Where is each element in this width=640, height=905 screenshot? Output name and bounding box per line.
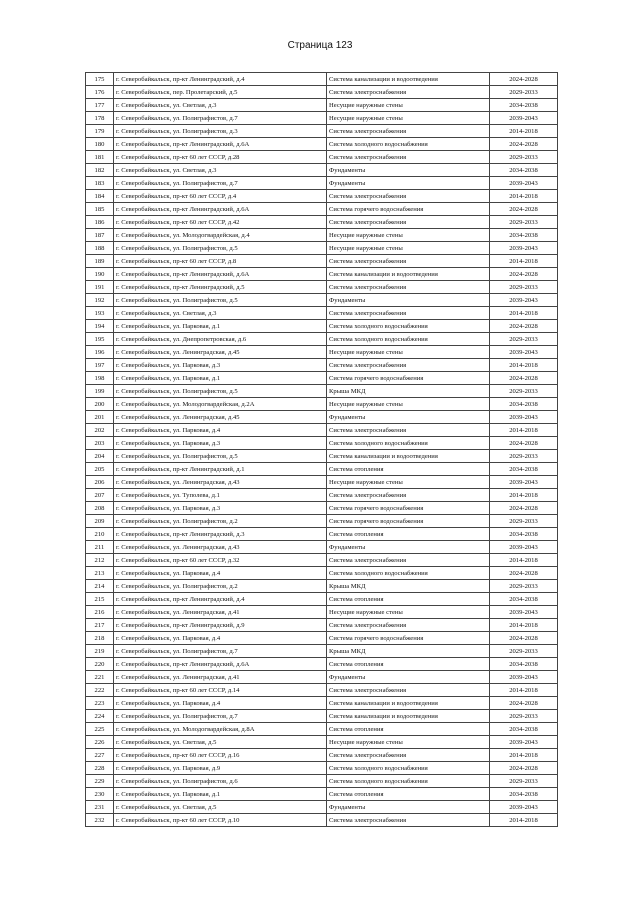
row-number-cell: 196 [86,346,114,359]
repair-period-cell: 2024-2028 [490,73,558,86]
table-row [86,437,558,450]
row-number-cell: 205 [86,463,114,476]
building-system-cell: Система отопления [327,723,490,736]
building-system-cell: Система электроснабжения [327,216,490,229]
building-system-cell: Несущие наружные стены [327,229,490,242]
repair-period-cell: 2024-2028 [490,268,558,281]
repair-period-cell: 2029-2033 [490,710,558,723]
repair-period-cell: 2039-2043 [490,242,558,255]
repair-period-cell: 2024-2028 [490,203,558,216]
row-number-cell: 230 [86,788,114,801]
building-system-cell: Система отопления [327,658,490,671]
row-number-cell: 218 [86,632,114,645]
address-cell: г. Северобайкальск, ул. Светлая, д.5 [114,801,327,814]
repair-period-cell: 2024-2028 [490,762,558,775]
row-number-cell: 181 [86,151,114,164]
row-number-cell: 191 [86,281,114,294]
address-cell: г. Северобайкальск, ул. Ленинградская, д.41 [114,606,327,619]
row-number-cell: 197 [86,359,114,372]
building-system-cell: Система горячего водоснабжения [327,372,490,385]
building-system-cell: Фундаменты [327,541,490,554]
row-number-cell: 188 [86,242,114,255]
building-system-cell: Система горячего водоснабжения [327,632,490,645]
address-cell: г. Северобайкальск, пр-кт 60 лет СССР, д.42 [114,216,327,229]
row-number-cell: 216 [86,606,114,619]
repair-period-cell: 2029-2033 [490,775,558,788]
building-system-cell: Крыша МКД [327,385,490,398]
table-row [86,463,558,476]
building-system-cell: Несущие наружные стены [327,606,490,619]
table-row [86,658,558,671]
repair-schedule-table [85,72,558,827]
repair-period-cell: 2029-2033 [490,450,558,463]
row-number-cell: 221 [86,671,114,684]
building-system-cell: Несущие наружные стены [327,99,490,112]
table-row [86,177,558,190]
building-system-cell: Система электроснабжения [327,255,490,268]
page-title: Страница 123 [287,40,353,51]
address-cell: г. Северобайкальск, ул. Парковая, д.4 [114,567,327,580]
repair-period-cell: 2039-2043 [490,112,558,125]
table-row [86,411,558,424]
row-number-cell: 212 [86,554,114,567]
row-number-cell: 215 [86,593,114,606]
address-cell: г. Северобайкальск, пр-кт Ленинградский, д.6А [114,268,327,281]
building-system-cell: Система отопления [327,788,490,801]
row-number-cell: 209 [86,515,114,528]
repair-period-cell: 2014-2018 [490,359,558,372]
row-number-cell: 198 [86,372,114,385]
address-cell: г. Северобайкальск, ул. Туполева, д.1 [114,489,327,502]
repair-period-cell: 2024-2028 [490,697,558,710]
building-system-cell: Система холодного водоснабжения [327,138,490,151]
table-row [86,489,558,502]
repair-period-cell: 2034-2038 [490,593,558,606]
table-row [86,762,558,775]
building-system-cell: Крыша МКД [327,580,490,593]
building-system-cell: Система холодного водоснабжения [327,333,490,346]
address-cell: г. Северобайкальск, ул. Молодогвардейская, д.8А [114,723,327,736]
table-row [86,723,558,736]
building-system-cell: Система электроснабжения [327,619,490,632]
address-cell: г. Северобайкальск, пр-кт Ленинградский, д.6А [114,138,327,151]
repair-period-cell: 2034-2038 [490,658,558,671]
repair-period-cell: 2024-2028 [490,437,558,450]
building-system-cell: Фундаменты [327,177,490,190]
table-row [86,476,558,489]
table-row [86,645,558,658]
address-cell: г. Северобайкальск, ул. Полиграфистов, д.5 [114,385,327,398]
address-cell: г. Северобайкальск, ул. Парковая, д.1 [114,372,327,385]
building-system-cell: Система электроснабжения [327,86,490,99]
row-number-cell: 187 [86,229,114,242]
address-cell: г. Северобайкальск, пр-кт Ленинградский, д.3 [114,528,327,541]
address-cell: г. Северобайкальск, ул. Полиграфистов, д.5 [114,294,327,307]
table-row [86,528,558,541]
table-row [86,710,558,723]
address-cell: г. Северобайкальск, ул. Молодогвардейская, д.2А [114,398,327,411]
repair-period-cell: 2014-2018 [490,814,558,827]
building-system-cell: Система канализации и водоотведения [327,450,490,463]
repair-period-cell: 2024-2028 [490,567,558,580]
repair-period-cell: 2014-2018 [490,125,558,138]
row-number-cell: 229 [86,775,114,788]
building-system-cell: Система отопления [327,593,490,606]
repair-period-cell: 2029-2033 [490,281,558,294]
address-cell: г. Северобайкальск, пр-кт Ленинградский, д.4 [114,73,327,86]
repair-period-cell: 2024-2028 [490,320,558,333]
repair-period-cell: 2039-2043 [490,411,558,424]
row-number-cell: 220 [86,658,114,671]
repair-period-cell: 2029-2033 [490,580,558,593]
row-number-cell: 195 [86,333,114,346]
table-body [86,73,558,827]
address-cell: г. Северобайкальск, ул. Полиграфистов, д.6 [114,775,327,788]
building-system-cell: Несущие наружные стены [327,346,490,359]
building-system-cell: Система горячего водоснабжения [327,502,490,515]
table-row [86,801,558,814]
repair-period-cell: 2034-2038 [490,463,558,476]
repair-period-cell: 2024-2028 [490,632,558,645]
row-number-cell: 178 [86,112,114,125]
repair-period-cell: 2039-2043 [490,177,558,190]
address-cell: г. Северобайкальск, ул. Парковая, д.3 [114,359,327,372]
repair-period-cell: 2034-2038 [490,99,558,112]
repair-period-cell: 2024-2028 [490,502,558,515]
address-cell: г. Северобайкальск, пр-кт 60 лет СССР, д.8 [114,255,327,268]
address-cell: г. Северобайкальск, ул. Светлая, д.5 [114,736,327,749]
table-row [86,697,558,710]
repair-period-cell: 2034-2038 [490,229,558,242]
building-system-cell: Система горячего водоснабжения [327,515,490,528]
repair-period-cell: 2034-2038 [490,723,558,736]
repair-period-cell: 2014-2018 [490,554,558,567]
address-cell: г. Северобайкальск, пр-кт Ленинградский, д.6А [114,203,327,216]
repair-period-cell: 2014-2018 [490,684,558,697]
address-cell: г. Северобайкальск, ул. Парковая, д.3 [114,502,327,515]
building-system-cell: Система электроснабжения [327,307,490,320]
table-row [86,99,558,112]
repair-period-cell: 2029-2033 [490,333,558,346]
row-number-cell: 193 [86,307,114,320]
building-system-cell: Фундаменты [327,671,490,684]
row-number-cell: 199 [86,385,114,398]
address-cell: г. Северобайкальск, ул. Полиграфистов, д.7 [114,112,327,125]
table-row [86,320,558,333]
address-cell: г. Северобайкальск, ул. Полиграфистов, д.7 [114,710,327,723]
repair-period-cell: 2039-2043 [490,541,558,554]
table-row [86,203,558,216]
building-system-cell: Система отопления [327,463,490,476]
row-number-cell: 179 [86,125,114,138]
address-cell: г. Северобайкальск, пр-кт 60 лет СССР, д.28 [114,151,327,164]
repair-period-cell: 2039-2043 [490,606,558,619]
table-row [86,671,558,684]
table-row [86,775,558,788]
building-system-cell: Система холодного водоснабжения [327,320,490,333]
table-row [86,333,558,346]
table-row [86,788,558,801]
row-number-cell: 189 [86,255,114,268]
building-system-cell: Система холодного водоснабжения [327,762,490,775]
repair-period-cell: 2039-2043 [490,476,558,489]
repair-period-cell: 2029-2033 [490,515,558,528]
row-number-cell: 183 [86,177,114,190]
table-row [86,216,558,229]
table-row [86,281,558,294]
repair-period-cell: 2034-2038 [490,398,558,411]
building-system-cell: Система отопления [327,528,490,541]
row-number-cell: 186 [86,216,114,229]
building-system-cell: Крыша МКД [327,645,490,658]
building-system-cell: Система канализации и водоотведения [327,73,490,86]
address-cell: г. Северобайкальск, пр-кт 60 лет СССР, д.14 [114,684,327,697]
address-cell: г. Северобайкальск, ул. Светлая, д.3 [114,307,327,320]
address-cell: г. Северобайкальск, пер. Пролетарский, д.5 [114,86,327,99]
repair-period-cell: 2034-2038 [490,788,558,801]
repair-period-cell: 2014-2018 [490,619,558,632]
repair-period-cell: 2014-2018 [490,424,558,437]
row-number-cell: 223 [86,697,114,710]
address-cell: г. Северобайкальск, ул. Полиграфистов, д.3 [114,125,327,138]
table-row [86,619,558,632]
row-number-cell: 225 [86,723,114,736]
address-cell: г. Северобайкальск, ул. Днепропетровская, д.6 [114,333,327,346]
address-cell: г. Северобайкальск, ул. Полиграфистов, д.2 [114,515,327,528]
table-row [86,424,558,437]
address-cell: г. Северобайкальск, пр-кт Ленинградский, д.6А [114,658,327,671]
table-row [86,255,558,268]
repair-period-cell: 2039-2043 [490,801,558,814]
address-cell: г. Северобайкальск, пр-кт 60 лет СССР, д.4 [114,190,327,203]
table-row [86,515,558,528]
address-cell: г. Северобайкальск, пр-кт Ленинградский, д.4 [114,593,327,606]
row-number-cell: 210 [86,528,114,541]
table-row [86,242,558,255]
table-row [86,307,558,320]
row-number-cell: 207 [86,489,114,502]
row-number-cell: 192 [86,294,114,307]
repair-period-cell: 2039-2043 [490,671,558,684]
building-system-cell: Система электроснабжения [327,359,490,372]
repair-period-cell: 2014-2018 [490,749,558,762]
building-system-cell: Система электроснабжения [327,749,490,762]
address-cell: г. Северобайкальск, ул. Ленинградская, д.45 [114,411,327,424]
row-number-cell: 184 [86,190,114,203]
address-cell: г. Северобайкальск, пр-кт 60 лет СССР, д.10 [114,814,327,827]
building-system-cell: Система электроснабжения [327,190,490,203]
table-row [86,502,558,515]
row-number-cell: 228 [86,762,114,775]
table-row [86,294,558,307]
repair-period-cell: 2014-2018 [490,255,558,268]
row-number-cell: 214 [86,580,114,593]
building-system-cell: Несущие наружные стены [327,242,490,255]
row-number-cell: 227 [86,749,114,762]
address-cell: г. Северобайкальск, ул. Парковая, д.4 [114,632,327,645]
table-row [86,359,558,372]
address-cell: г. Северобайкальск, ул. Полиграфистов, д.5 [114,450,327,463]
table-row [86,580,558,593]
address-cell: г. Северобайкальск, ул. Светлая, д.3 [114,99,327,112]
repair-period-cell: 2024-2028 [490,138,558,151]
building-system-cell: Система канализации и водоотведения [327,710,490,723]
table-row [86,268,558,281]
repair-period-cell: 2014-2018 [490,307,558,320]
table-row [86,151,558,164]
building-system-cell: Система электроснабжения [327,151,490,164]
building-system-cell: Система электроснабжения [327,281,490,294]
address-cell: г. Северобайкальск, пр-кт 60 лет СССР, д.32 [114,554,327,567]
address-cell: г. Северобайкальск, пр-кт Ленинградский, д.9 [114,619,327,632]
table-row [86,398,558,411]
address-cell: г. Северобайкальск, ул. Полиграфистов, д.7 [114,645,327,658]
row-number-cell: 231 [86,801,114,814]
table-row [86,736,558,749]
address-cell: г. Северобайкальск, пр-кт 60 лет СССР, д.16 [114,749,327,762]
row-number-cell: 194 [86,320,114,333]
repair-period-cell: 2029-2033 [490,216,558,229]
row-number-cell: 226 [86,736,114,749]
table-row [86,814,558,827]
repair-period-cell: 2029-2033 [490,645,558,658]
address-cell: г. Северобайкальск, ул. Парковая, д.1 [114,788,327,801]
row-number-cell: 224 [86,710,114,723]
table-row [86,554,558,567]
row-number-cell: 217 [86,619,114,632]
row-number-cell: 232 [86,814,114,827]
building-system-cell: Фундаменты [327,801,490,814]
address-cell: г. Северобайкальск, ул. Парковая, д.9 [114,762,327,775]
building-system-cell: Система холодного водоснабжения [327,567,490,580]
table-row [86,86,558,99]
address-cell: г. Северобайкальск, ул. Ленинградская, д.43 [114,476,327,489]
building-system-cell: Система горячего водоснабжения [327,203,490,216]
repair-period-cell: 2029-2033 [490,86,558,99]
repair-period-cell: 2014-2018 [490,190,558,203]
address-cell: г. Северобайкальск, ул. Полиграфистов, д.7 [114,177,327,190]
building-system-cell: Несущие наружные стены [327,476,490,489]
table-row [86,632,558,645]
row-number-cell: 203 [86,437,114,450]
building-system-cell: Система электроснабжения [327,554,490,567]
address-cell: г. Северобайкальск, ул. Полиграфистов, д.2 [114,580,327,593]
row-number-cell: 175 [86,73,114,86]
building-system-cell: Система канализации и водоотведения [327,268,490,281]
table-row [86,73,558,86]
repair-period-cell: 2039-2043 [490,346,558,359]
row-number-cell: 182 [86,164,114,177]
address-cell: г. Северобайкальск, ул. Парковая, д.4 [114,424,327,437]
table-row [86,541,558,554]
table-row [86,450,558,463]
table-row [86,606,558,619]
building-system-cell: Система электроснабжения [327,424,490,437]
building-system-cell: Система холодного водоснабжения [327,437,490,450]
address-cell: г. Северобайкальск, ул. Парковая, д.1 [114,320,327,333]
table-row [86,138,558,151]
address-cell: г. Северобайкальск, ул. Ленинградская, д.43 [114,541,327,554]
table-row [86,190,558,203]
repair-period-cell: 2029-2033 [490,151,558,164]
repair-period-cell: 2039-2043 [490,736,558,749]
address-cell: г. Северобайкальск, ул. Светлая, д.3 [114,164,327,177]
row-number-cell: 190 [86,268,114,281]
row-number-cell: 176 [86,86,114,99]
repair-period-cell: 2024-2028 [490,372,558,385]
building-system-cell: Система холодного водоснабжения [327,775,490,788]
building-system-cell: Несущие наружные стены [327,398,490,411]
repair-period-cell: 2034-2038 [490,164,558,177]
row-number-cell: 208 [86,502,114,515]
address-cell: г. Северобайкальск, ул. Парковая, д.4 [114,697,327,710]
building-system-cell: Система канализации и водоотведения [327,697,490,710]
building-system-cell: Фундаменты [327,294,490,307]
address-cell: г. Северобайкальск, ул. Молодогвардейская, д.4 [114,229,327,242]
table-row [86,164,558,177]
address-cell: г. Северобайкальск, ул. Ленинградская, д.45 [114,346,327,359]
row-number-cell: 222 [86,684,114,697]
building-system-cell: Несущие наружные стены [327,736,490,749]
table-row [86,684,558,697]
repair-period-cell: 2029-2033 [490,385,558,398]
table-row [86,346,558,359]
address-cell: г. Северобайкальск, пр-кт Ленинградский, д.1 [114,463,327,476]
row-number-cell: 213 [86,567,114,580]
repair-period-cell: 2014-2018 [490,489,558,502]
row-number-cell: 202 [86,424,114,437]
table-row [86,229,558,242]
table-row [86,749,558,762]
table-row [86,385,558,398]
building-system-cell: Фундаменты [327,411,490,424]
table-row [86,372,558,385]
building-system-cell: Система электроснабжения [327,125,490,138]
repair-period-cell: 2034-2038 [490,528,558,541]
building-system-cell: Система электроснабжения [327,489,490,502]
repair-period-cell: 2039-2043 [490,294,558,307]
table-row [86,567,558,580]
row-number-cell: 219 [86,645,114,658]
row-number-cell: 201 [86,411,114,424]
table-row [86,112,558,125]
building-system-cell: Система электроснабжения [327,814,490,827]
row-number-cell: 206 [86,476,114,489]
building-system-cell: Система электроснабжения [327,684,490,697]
row-number-cell: 180 [86,138,114,151]
table-row [86,593,558,606]
row-number-cell: 185 [86,203,114,216]
address-cell: г. Северобайкальск, ул. Парковая, д.3 [114,437,327,450]
row-number-cell: 204 [86,450,114,463]
row-number-cell: 177 [86,99,114,112]
building-system-cell: Несущие наружные стены [327,112,490,125]
table-row [86,125,558,138]
address-cell: г. Северобайкальск, ул. Ленинградская, д.41 [114,671,327,684]
address-cell: г. Северобайкальск, пр-кт Ленинградский, д.5 [114,281,327,294]
row-number-cell: 211 [86,541,114,554]
building-system-cell: Фундаменты [327,164,490,177]
row-number-cell: 200 [86,398,114,411]
address-cell: г. Северобайкальск, ул. Полиграфистов, д.5 [114,242,327,255]
